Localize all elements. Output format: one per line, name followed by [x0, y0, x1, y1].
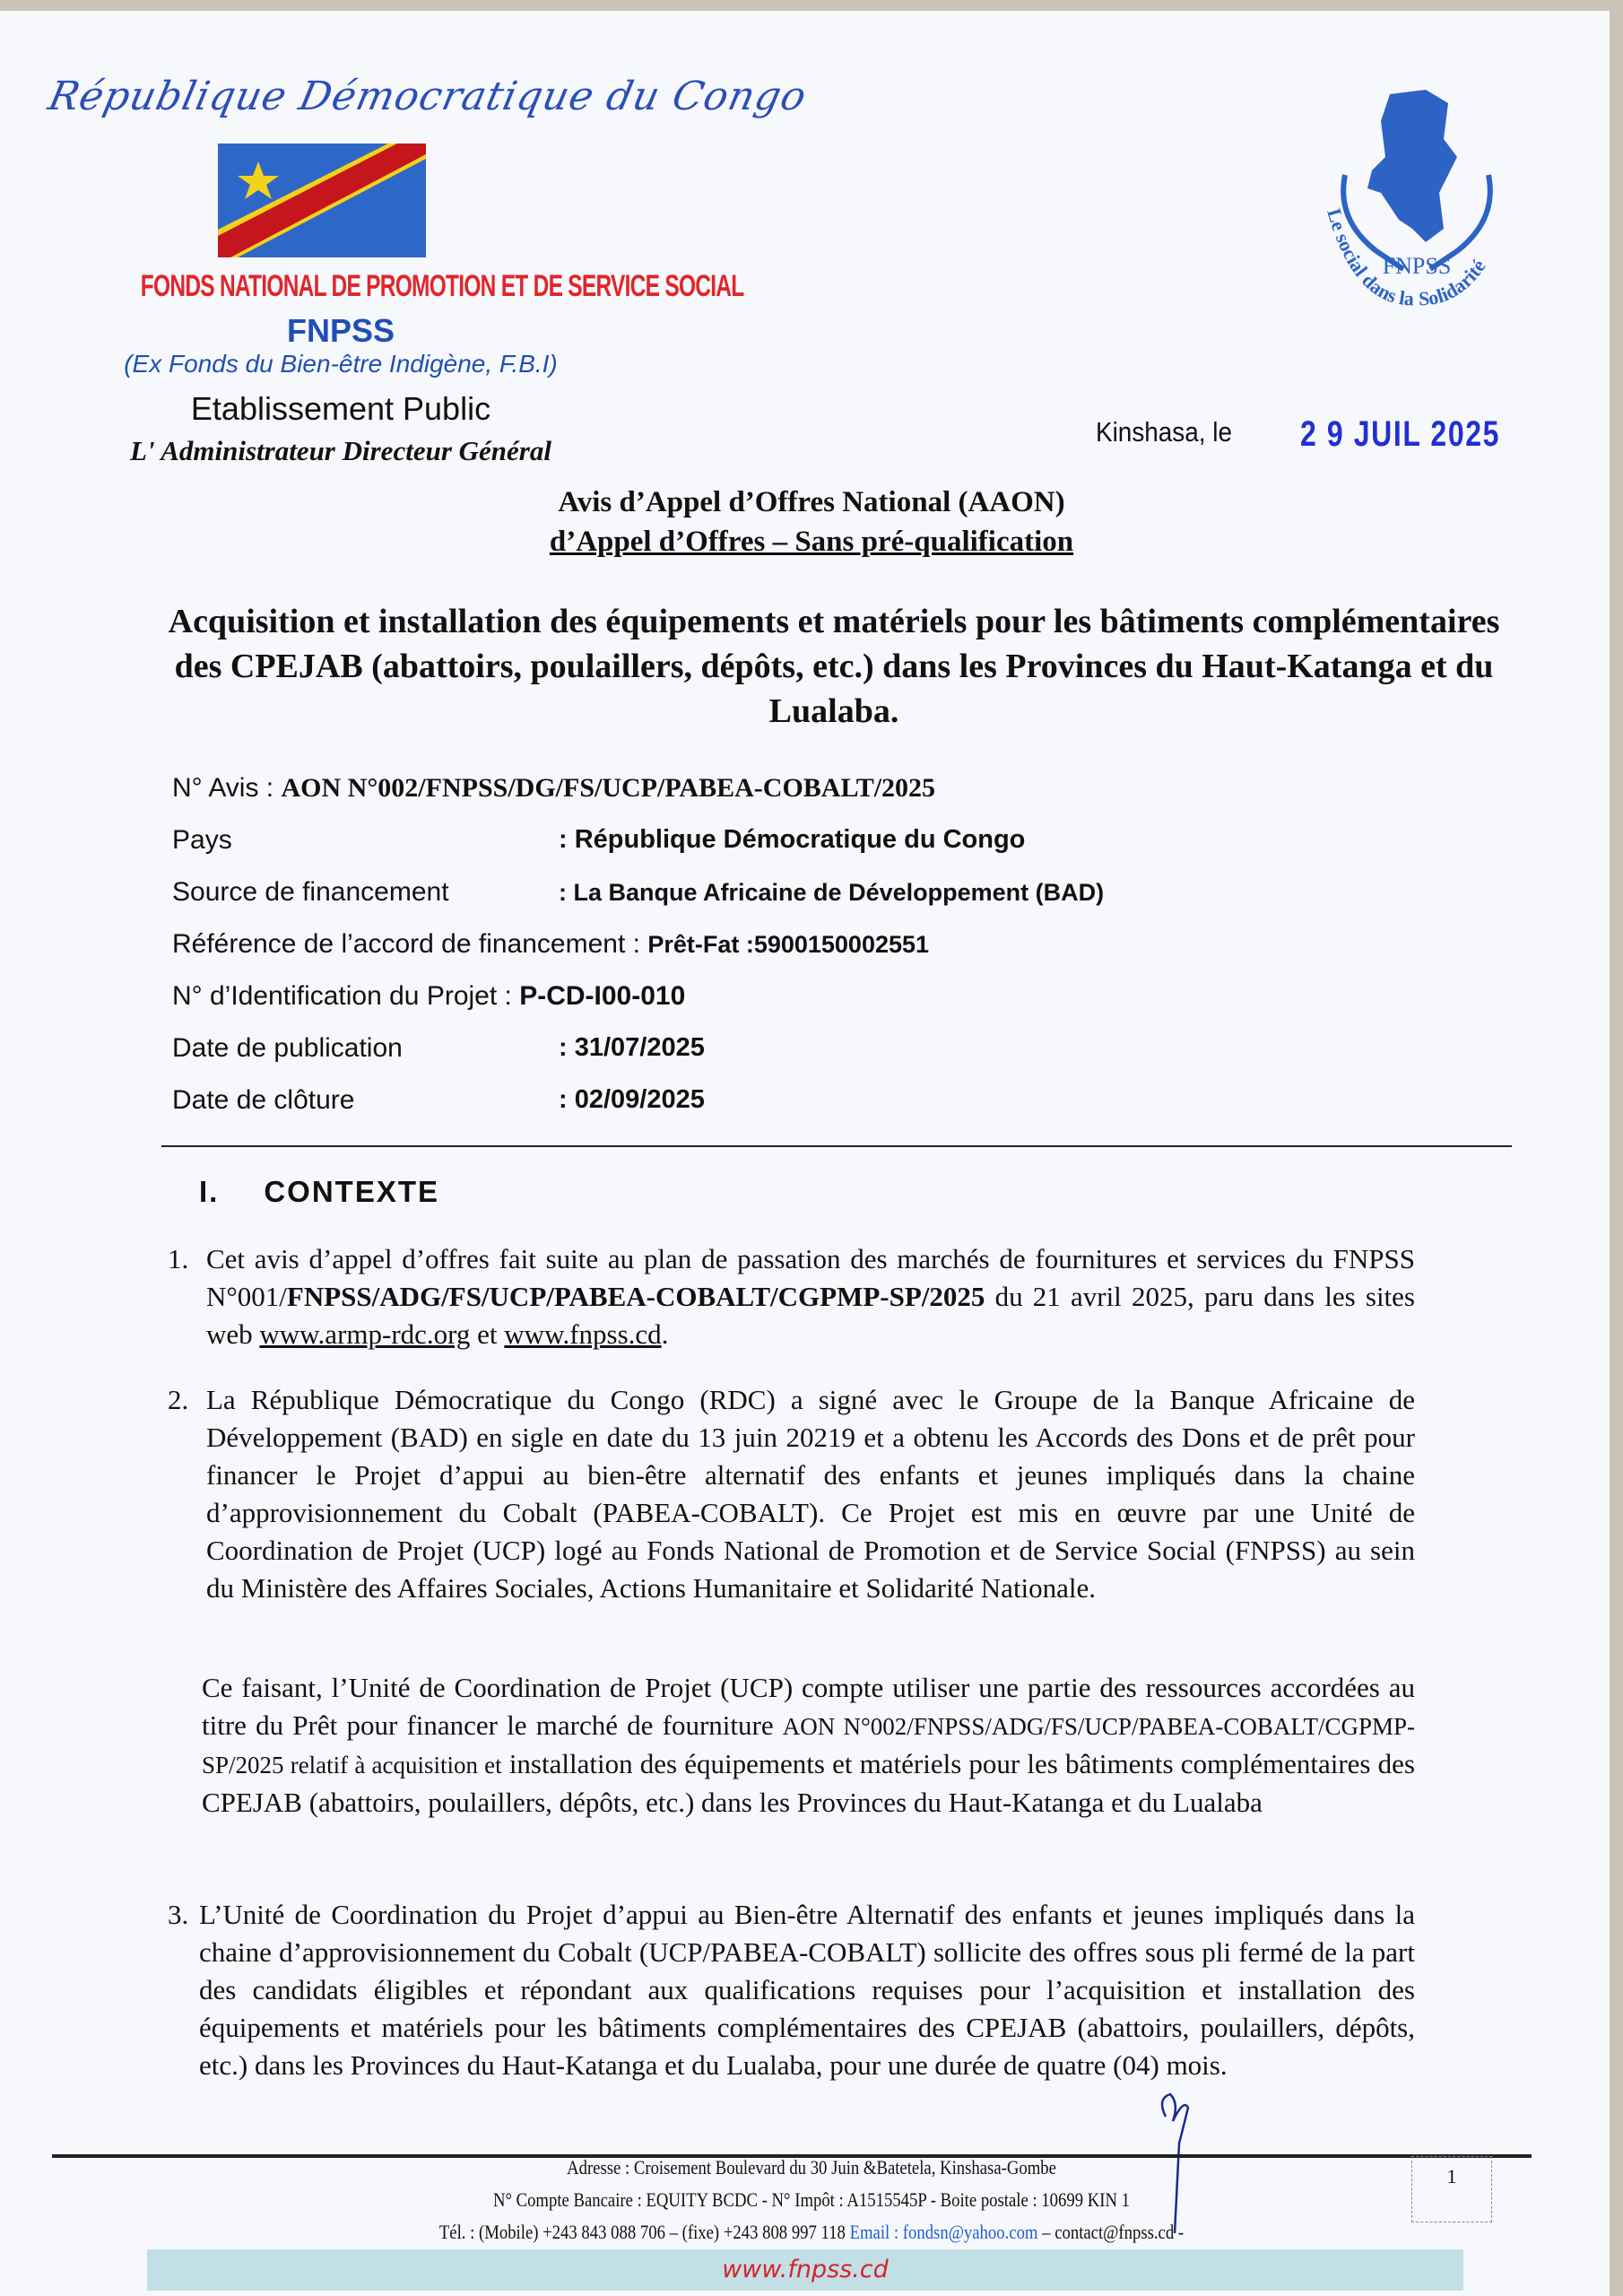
paragraph-2b: Ce faisant, l’Unité de Coordination de Projet (UCP) compte utiliser une partie des ressources accordées au titre du Prêt pour financer le marché de fourniture AON N°002/FNPSS/ADG/FS/UCP/PABEA-COBALT/CGPMP-SP/2025 relatif à acquisition et installation des équipements et matériels pour les bâtiments complémentaires des CPEJAB (abattoirs, poulaillers, dépôts, etc.) dans les Provinces du Haut-Katanga et du Lualaba — [202, 1672, 1415, 1818]
paragraph-2: La République Démocratique du Congo (RDC) a signé avec le Groupe de la Banque Africaine de Développement (BAD) en sigle en date du 13 juin 20219 et a obtenu les Accords des Dons et de prêt pour financer le Projet d’appui au bien-être alternatif des enfants et jeunes impliqués dans la chaine d’approvisionnement du Cobalt (PABEA-COBALT). Ce Projet est mis en œuvre par une Unité de Coordination de Projet (UCP) logé au Fonds National de Promotion et de Service Social (FNPSS) au sein du Ministère des Affaires Sociales, Actions Humanitaire et Solidarité Nationale. — [206, 1384, 1415, 1604]
footer-bank: N° Compte Bancaire : EQUITY BCDC - N° Impôt : A1515545P - Boite postale : 10699 KIN 1 — [492, 2188, 1131, 2211]
website-link[interactable]: www.fnpss.cd — [722, 2256, 889, 2283]
page-number: 1 — [1411, 2156, 1492, 2222]
field-closing-value: : 02/09/2025 — [559, 1085, 705, 1114]
place-label: Kinshasa, le — [1096, 416, 1233, 448]
field-country-label: Pays — [172, 825, 232, 855]
logo-motto: Le social dans la Solidarité — [1323, 205, 1490, 310]
paragraph-1: Cet avis d’appel d’offres fait suite au plan de passation des marchés de fournitures et services du FNPSS N°001/FNPSS/ADG/FS/UCP/PABEA-COBALT/CGPMP-SP/2025 du 21 avril 2025, paru dans les sites web www.armp-rdc.org et www.fnpss.cd. — [206, 1243, 1415, 1350]
field-country-value: : République Démocratique du Congo — [559, 825, 1026, 854]
field-funding-label: Source de financement — [172, 877, 449, 907]
field-publication-value: : 31/07/2025 — [559, 1033, 705, 1062]
field-notice-number: N° Avis : AON N°002/FNPSS/DG/FS/UCP/PABEA-COBALT/2025 — [172, 773, 936, 803]
field-agreement: Référence de l’accord de financement : Prêt-Fat :5900150002551 — [172, 929, 930, 959]
notice-title: Avis d’Appel d’Offres National (AAON) — [558, 486, 1065, 518]
paragraph-3: L’Unité de Coordination du Projet d’appui au Bien-être Alternatif des enfants et jeunes impliqués dans la chaine d’approvisionnement du Cobalt (UCP/PABEA-COBALT) sollicite des offres sous pli fermé de la part des candidats éligibles et répondant aux qualifications requises pour l’acquisition et installation des équipements et matériels pour les bâtiments complémentaires des CPEJAB (abattoirs, poulaillers, dépôts, etc.) dans les Provinces du Haut-Katanga et du Lualaba, pour une durée de quatre (04) mois. — [199, 1899, 1415, 2081]
country-script-title: République Démocratique du Congo — [44, 74, 812, 119]
notice-subtitle: d’Appel d’Offres – Sans pré-qualification — [549, 526, 1074, 558]
date-stamp: 2 9 JUIL 2025 — [1300, 414, 1501, 454]
link-fnpss[interactable]: www.fnpss.cd — [504, 1318, 662, 1350]
drc-flag — [218, 144, 426, 257]
paragraph-number: 3. — [168, 1899, 189, 1930]
organization-status: Etablissement Public — [190, 390, 491, 427]
field-closing-label: Date de clôture — [172, 1085, 355, 1115]
link-armp[interactable]: www.armp-rdc.org — [259, 1318, 471, 1350]
organization-acronym: FNPSS — [286, 312, 395, 349]
email-link[interactable]: Email : fondsn@yahoo.com — [849, 2221, 1038, 2243]
footer-contact: Tél. : (Mobile) +243 843 088 706 – (fixe) +243 808 997 118 Email : fondsn@yahoo.com – contact@fnpss.cd - — [438, 2221, 1185, 2243]
notice-subject: Acquisition et installation des équipements et matériels pour les bâtiments complémentaires des CPEJAB (abattoirs, poulaillers, dépôts, etc.) dans les Provinces du Haut-Katanga et du Lualaba. — [168, 603, 1500, 730]
paragraph-number: 1. — [168, 1243, 189, 1274]
organization-name: FONDS NATIONAL DE PROMOTION ET DE SERVICE SOCIAL — [140, 269, 744, 303]
logo-text: FNPSS — [1382, 253, 1452, 279]
field-funding-value: : La Banque Africaine de Développement (BAD) — [559, 879, 1105, 906]
field-publication-label: Date de publication — [172, 1033, 403, 1063]
fnpss-logo — [1291, 85, 1542, 327]
section-heading: I. CONTEXTE — [199, 1175, 440, 1208]
field-project-id: N° d’Identification du Projet : P-CD-I00-010 — [172, 981, 686, 1011]
office-title: L' Administrateur Directeur Général — [130, 435, 551, 466]
paragraph-number: 2. — [168, 1384, 189, 1415]
former-name: (Ex Fonds du Bien-être Indigène, F.B.I) — [124, 350, 558, 378]
footer-address: Adresse : Croisement Boulevard du 30 Juin &Batetela, Kinshasa-Gombe — [567, 2156, 1056, 2179]
divider — [161, 1145, 1512, 1147]
